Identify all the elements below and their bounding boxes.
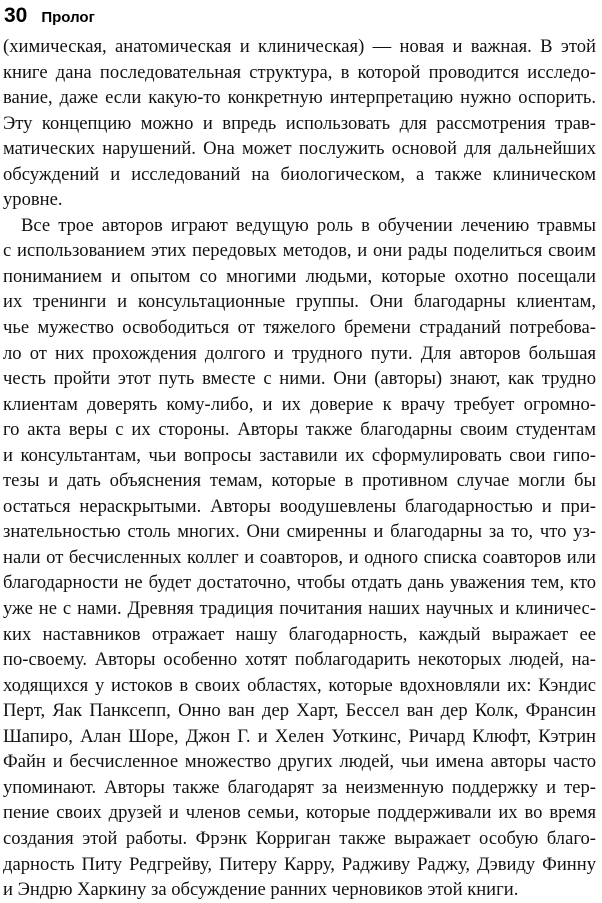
text-line: (химическая, анатомическая и клиническая) — новая и важная. В этой bbox=[3, 36, 596, 57]
text-line: Файн и бесчисленное множество других людей, чьи имена авторы часто bbox=[3, 751, 596, 773]
text-line: Перт, Яак Панксепп, Онно ван дер Харт, Бессел ван дер Колк, Франсин bbox=[3, 700, 596, 722]
text-line: уровне. bbox=[3, 189, 63, 211]
paragraph bbox=[3, 213, 596, 903]
text-line: чье мужество освободиться от тяжелого бремени страданий потребова- bbox=[3, 317, 596, 339]
text-line: пение своих друзей и членов семьи, которые поддерживали их во время bbox=[3, 802, 596, 824]
text-line: остаться нераскрытыми. Авторы воодушевлены благодарностью и при- bbox=[3, 495, 596, 517]
paragraph bbox=[3, 34, 596, 213]
text-line: и Эндрю Харкину за обсуждение ранних черновиков этой книги. bbox=[3, 879, 519, 901]
text-line: обсуждений и исследований на биологическом, а также клиническом bbox=[3, 163, 596, 185]
text-line: благодарности не будет достаточно, чтобы отдать дань уважения тем, кто bbox=[3, 572, 596, 594]
text-line: упоминают. Авторы также благодарят за неизменную поддержку и тер- bbox=[3, 776, 596, 798]
text-line: Эту концепцию можно и впредь использовать для рассмотрения трав- bbox=[3, 112, 596, 134]
text-line: го акта веры с их стороны. Авторы также благодарны своим студентам bbox=[3, 419, 596, 441]
text-line: ло от них прохождения долгого и трудного пути. Для авторов большая bbox=[3, 342, 596, 364]
text-line: ходящихся у истоков в своих областях, которые вдохновляли их: Кэндис bbox=[3, 674, 596, 696]
text-line: ких наставников отражает нашу благодарность, каждый выражает ее bbox=[3, 623, 596, 645]
text-line: клиентам доверять кому-либо, и их доверие к врачу требует огромно- bbox=[3, 393, 596, 415]
text-line: вание, даже если какую-то конкретную интерпретацию нужно оспорить. bbox=[3, 87, 596, 109]
text-line: создания этой работы. Фрэнк Корриган также выражает особую благо- bbox=[3, 827, 596, 849]
text-line: честь пройти этот путь вместе с ними. Они (авторы) знают, как трудно bbox=[3, 368, 596, 390]
text-line: и консультантам, чьи вопросы заставили их сформулировать свои гипо- bbox=[3, 444, 596, 466]
page-header bbox=[4, 4, 95, 26]
text-line: матических нарушений. Она может послужить основой для дальнейших bbox=[3, 138, 596, 160]
text-line: книге дана последовательная структура, в которой проводится исследо- bbox=[3, 61, 596, 83]
text-line: нали от бесчисленных коллег и соавторов, и одного списка соавторов или bbox=[3, 546, 596, 568]
text-line: Все трое авторов играют ведущую роль в обучении лечению травмы bbox=[21, 214, 596, 236]
text-line: Шапиро, Алан Шоре, Джон Г. и Хелен Уоткинс, Ричард Клюфт, Кэтрин bbox=[3, 725, 596, 747]
text-line: уже не с нами. Древняя традиция почитания наших научных и клиничес- bbox=[3, 598, 596, 620]
page-number: 30 bbox=[4, 4, 28, 27]
body-text bbox=[3, 34, 596, 903]
text-line: пониманием и опытом со многими людьми, которые охотно посещали bbox=[3, 265, 596, 287]
text-line: с использованием этих передовых методов, и они рады поделиться своим bbox=[3, 240, 596, 262]
text-line: тезы и дать объяснения темам, которые в противном случае могли бы bbox=[3, 470, 596, 492]
text-line: по-своему. Авторы особенно хотят поблагодарить некоторых людей, на- bbox=[3, 649, 596, 671]
text-line: их тренинги и консультационные группы. Они благодарны клиентам, bbox=[3, 291, 596, 313]
text-line: дарность Питу Редгрейву, Питеру Карру, Радживу Раджу, Дэвиду Финну bbox=[3, 853, 596, 875]
text-line: знательностью столь многих. Они смиренны и благодарны за то, что уз- bbox=[3, 521, 596, 543]
running-title: Пролог bbox=[41, 9, 95, 26]
